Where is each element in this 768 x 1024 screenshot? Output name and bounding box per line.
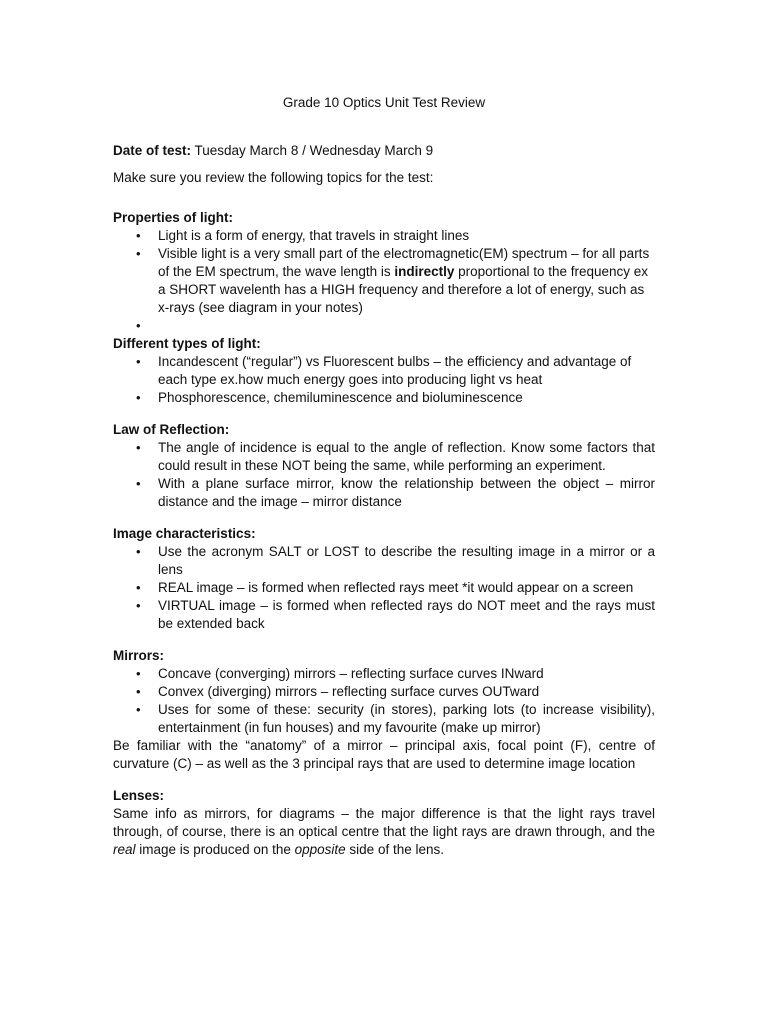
list-item: • REAL image – is formed when reflected rays meet *it would appear on a screen — [136, 580, 634, 595]
bullet-icon: • — [136, 666, 141, 681]
bullet-icon: • — [136, 684, 141, 699]
list-item: • Concave (converging) mirrors – reflecting surface curves INward — [136, 666, 544, 681]
list-item: • Visible light is a very small part of the electromagnetic(EM) spectrum – for all parts of the EM spectrum, the wave length is indirectly proportional to the frequency ex a SHORT wavelenth has a HIGH frequency and therefore a lot of energy, such as x-rays (see diagram in your notes) — [136, 246, 650, 315]
date-value: Tuesday March 8 / Wednesday March 9 — [194, 143, 434, 158]
section-mirrors — [113, 647, 655, 773]
bullet-list — [113, 439, 655, 511]
emphasis-text: opposite — [294, 842, 346, 857]
list-item: • Uses for some of these: security (in stores), parking lots (to increase visibility), entertainment (in fun houses) and my favourite (make up mirror) — [136, 702, 655, 735]
section-image-characteristics — [113, 525, 655, 633]
section-heading: Properties of light: — [113, 210, 234, 225]
bullet-list — [113, 665, 655, 737]
bullet-icon: • — [136, 476, 141, 491]
list-item: • Phosphorescence, chemiluminescence and bioluminescence — [136, 390, 523, 405]
intro-text: Make sure you review the following topics for the test: — [113, 170, 434, 185]
list-item: • Convex (diverging) mirrors – reflecting surface curves OUTward — [136, 684, 540, 699]
bullet-icon: • — [136, 354, 141, 369]
section-types-of-light — [113, 335, 655, 407]
test-date-line — [113, 142, 655, 160]
bullet-icon: • — [136, 580, 141, 595]
bullet-icon: • — [136, 598, 141, 613]
emphasis-text: real — [113, 842, 136, 857]
section-heading: Image characteristics: — [113, 526, 256, 541]
bullet-icon: • — [136, 702, 141, 717]
bullet-icon: • — [136, 246, 141, 261]
bullet-icon: • — [136, 544, 141, 559]
document-title: Grade 10 Optics Unit Test Review — [282, 95, 486, 110]
date-label: Date of test: — [113, 143, 192, 158]
list-item: • Incandescent (“regular”) vs Fluorescent bulbs – the efficiency and advantage of each type ex.how much energy goes into producing light vs heat — [136, 354, 632, 387]
list-item: • Light is a form of energy, that travels in straight lines — [136, 228, 470, 243]
section-heading: Mirrors: — [113, 648, 165, 663]
bullet-list — [113, 353, 655, 407]
list-item-empty — [113, 317, 655, 335]
list-item: • The angle of incidence is equal to the angle of reflection. Know some factors that could result in these NOT being the same, while performing an experiment. — [136, 440, 655, 473]
bullet-list — [113, 543, 655, 633]
list-item: • Use the acronym SALT or LOST to describe the resulting image in a mirror or a lens — [136, 544, 655, 577]
section-lenses — [113, 787, 655, 859]
section-heading: Different types of light: — [113, 336, 261, 351]
bullet-icon: • — [136, 318, 141, 333]
list-item: • VIRTUAL image – is formed when reflected rays do NOT meet and the rays must be extended back — [136, 598, 655, 631]
list-item: • With a plane surface mirror, know the relationship between the object – mirror distance and the image – mirror distance — [136, 476, 655, 509]
mirror-anatomy-note: Be familiar with the “anatomy” of a mirror – principal axis, focal point (F), centre of curvature (C) – as well as the 3 principal rays that are used to determine image location — [113, 738, 655, 771]
bullet-icon: • — [136, 440, 141, 455]
emphasis-text: indirectly — [394, 264, 455, 279]
section-properties-of-light — [113, 209, 655, 335]
document-body — [113, 94, 655, 873]
section-heading: Lenses: — [113, 788, 165, 803]
bullet-icon: • — [136, 390, 141, 405]
section-law-of-reflection — [113, 421, 655, 511]
bullet-icon: • — [136, 228, 141, 243]
bullet-list — [113, 227, 655, 335]
section-heading: Law of Reflection: — [113, 422, 230, 437]
lenses-paragraph: Same info as mirrors, for diagrams – the major difference is that the light rays travel through, of course, there is an optical centre that the light rays are drawn through, and the real image is produced on the opposite side of the lens. — [113, 806, 655, 857]
